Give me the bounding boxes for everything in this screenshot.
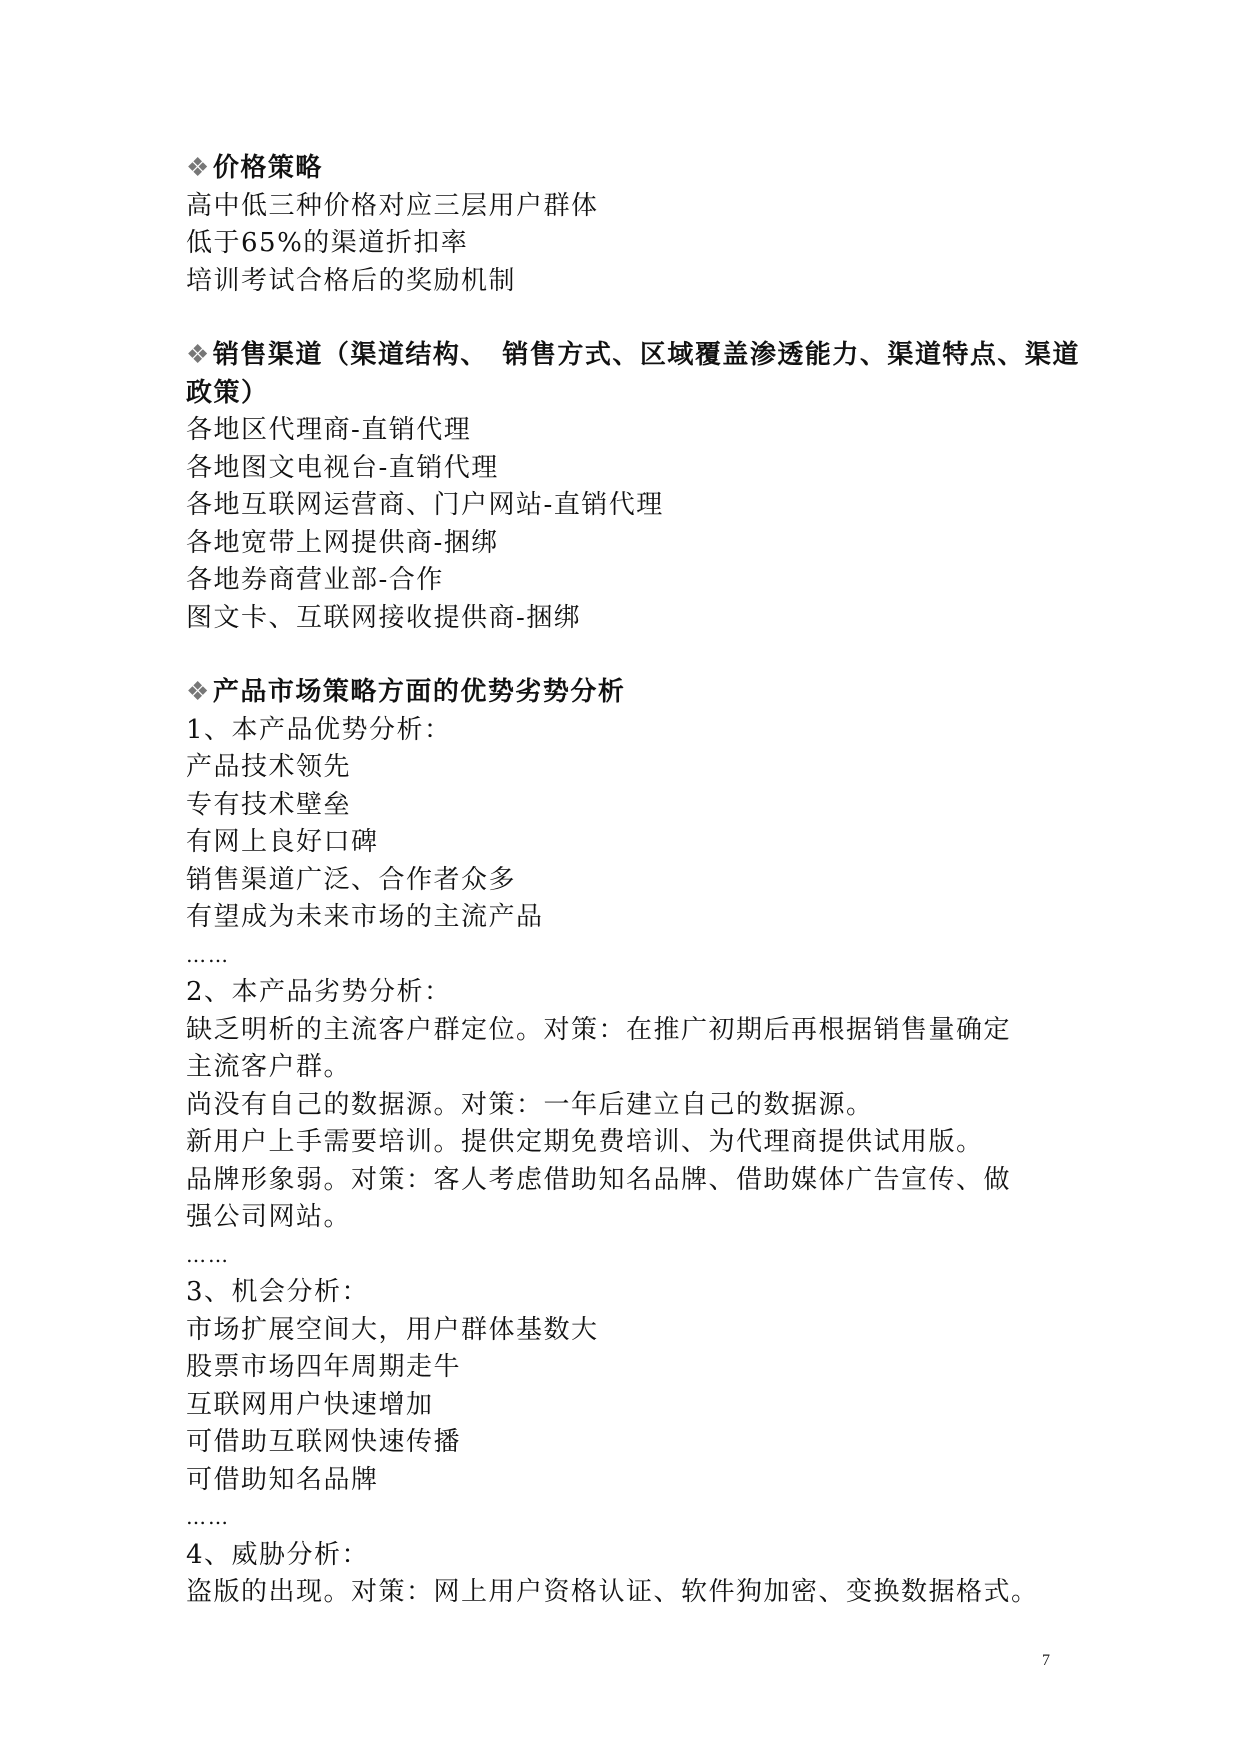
text-line: 图文卡、互联网接收提供商-捆绑 bbox=[186, 602, 582, 633]
text-line: 可借助知名品牌 bbox=[186, 1464, 379, 1495]
ellipsis: …… bbox=[186, 1505, 230, 1529]
text-line: 低于65%的渠道折扣率 bbox=[186, 228, 469, 258]
text-line: 专有技术壁垒 bbox=[186, 789, 352, 820]
diamond-bullet-icon: ❖ bbox=[186, 340, 211, 370]
page-content bbox=[186, 150, 1086, 1612]
section-heading-text: 价格策略 bbox=[212, 153, 323, 183]
section-heading-pricing bbox=[186, 150, 1086, 188]
text-line: 产品技术领先 bbox=[186, 752, 352, 782]
text-line: 互联网用户快速增加 bbox=[186, 1389, 434, 1420]
text-line: 各地宽带上网提供商-捆绑 bbox=[186, 527, 499, 558]
text-line: 尚没有自己的数据源。对策：一年后建立自己的数据源。 bbox=[186, 1089, 874, 1120]
text-line: 缺乏明析的主流客户群定位。对策：在推广初期后再根据销售量确定 bbox=[186, 1014, 1012, 1045]
text-line: 高中低三种价格对应三层用户群体 bbox=[186, 190, 599, 221]
text-line: 盗版的出现。对策：网上用户资格认证、软件狗加密、变换数据格式。 bbox=[186, 1577, 1039, 1607]
subsection-title: 3、机会分析： bbox=[186, 1277, 370, 1307]
ellipsis: …… bbox=[186, 1242, 230, 1267]
text-line: 有网上良好口碑 bbox=[186, 827, 379, 857]
text-line: 强公司网站。 bbox=[186, 1202, 352, 1232]
section-heading-text: 产品市场策略方面的优势劣势分析 bbox=[212, 677, 626, 707]
text-line: 培训考试合格后的奖励机制 bbox=[186, 265, 517, 296]
text-line: 品牌形象弱。对策：客人考虑借助知名品牌、借助媒体广告宣传、做 bbox=[186, 1164, 1012, 1195]
text-line: 各地图文电视台-直销代理 bbox=[186, 452, 499, 483]
text-line: 各地区代理商-直销代理 bbox=[186, 415, 472, 445]
page-number: 7 bbox=[1042, 1652, 1050, 1669]
text-line: 各地券商营业部-合作 bbox=[186, 565, 444, 595]
subsection-title: 2、本产品劣势分析： bbox=[186, 977, 452, 1007]
subsection-title: 4、威胁分析： bbox=[186, 1539, 370, 1570]
text-line: 新用户上手需要培训。提供定期免费培训、为代理商提供试用版。 bbox=[186, 1127, 984, 1157]
section-spacer bbox=[186, 637, 1086, 674]
ellipsis: …… bbox=[186, 942, 230, 967]
subsection-title: 1、本产品优势分析： bbox=[186, 714, 452, 745]
section-heading-swot-analysis bbox=[186, 674, 1086, 712]
section-heading-sales-channels bbox=[186, 337, 1086, 412]
diamond-bullet-icon: ❖ bbox=[186, 677, 211, 707]
text-line: 市场扩展空间大，用户群体基数大 bbox=[186, 1314, 599, 1345]
text-line: 可借助互联网快速传播 bbox=[186, 1427, 462, 1457]
section-spacer bbox=[186, 300, 1086, 337]
text-line: 有望成为未来市场的主流产品 bbox=[186, 902, 544, 932]
text-line: 股票市场四年周期走牛 bbox=[186, 1352, 462, 1382]
text-line: 主流客户群。 bbox=[186, 1052, 352, 1082]
section-heading-text: 销售渠道（渠道结构、 销售方式、区域覆盖渗透能力、渠道特点、渠道政策） bbox=[186, 340, 1080, 408]
diamond-bullet-icon: ❖ bbox=[186, 153, 211, 183]
text-line: 销售渠道广泛、合作者众多 bbox=[186, 864, 517, 895]
text-line: 各地互联网运营商、门户网站-直销代理 bbox=[186, 490, 664, 520]
